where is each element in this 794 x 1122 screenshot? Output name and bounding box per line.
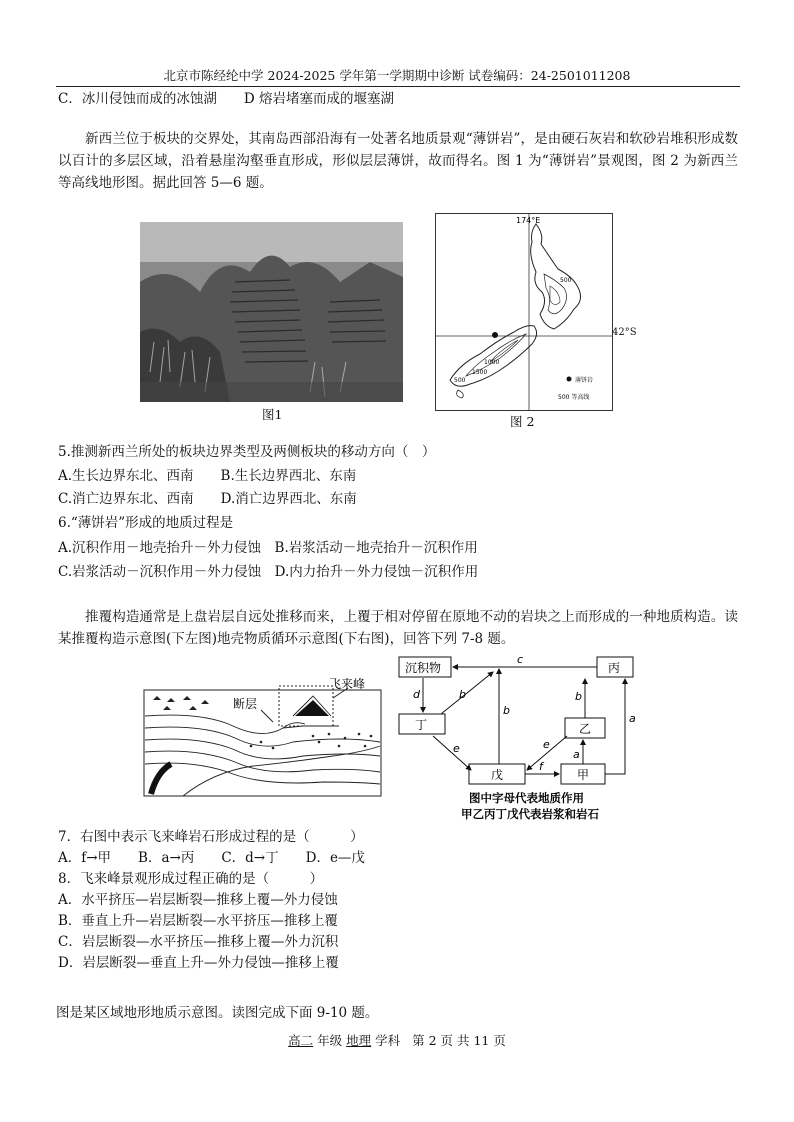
pancake-rock-illustration [140, 222, 403, 402]
q8-option-c: C．岩层断裂—水平挤压—推移上覆—外力沉积 [58, 934, 339, 950]
q7-stem: 7．右图中表示飞来峰岩石形成过程的是（ ） [58, 829, 364, 845]
q5-options-cd: C.消亡边界东北、西南 D.消亡边界西北、东南 [58, 491, 357, 507]
contour-label-3: 1500 [472, 369, 488, 376]
arrow-d-label: d [413, 688, 420, 701]
q8-option-b: B．垂直上升—岩层断裂—水平挤压—推移上覆 [58, 913, 338, 929]
q6-options-cd: C.岩浆活动－沉积作用－外力侵蚀 D.内力抬升－外力侵蚀－沉积作用 [58, 564, 479, 580]
q5-stem: 5.推测新西兰所处的板块边界类型及两侧板块的移动方向（ ） [58, 444, 436, 460]
legend-contour-label: 500 等高线 [558, 394, 590, 401]
fig1-label: 图1 [262, 407, 283, 422]
arrow-c-label: c [517, 653, 524, 666]
legend-point-label: 薄饼岩 [575, 377, 594, 384]
arrow-b3-label: b [575, 690, 582, 703]
arrow-b2-label: b [503, 704, 510, 717]
pancake-rock-photo [140, 222, 403, 402]
passage-pancake-rocks: 新西兰位于板块的交界处，其南岛西部沿海有一处著名地质景观“薄饼岩”，是由硬石灰岩和软砂岩堆积形成数以百计的多层区域，沿着悬崖沟壑垂直形成，形似层层薄饼，故而得名。图 1 为“薄饼岩”景观图，图 2 为新西兰等高线地形图。据此回答 5—6 题。 [58, 131, 738, 191]
q6-stem: 6.“薄饼岩”形成的地质过程是 [58, 515, 234, 531]
ding-label: 丁 [415, 718, 428, 732]
arrow-a2-label: a [573, 748, 580, 761]
contour-label-1: 500 [560, 277, 572, 284]
passage-thrust-structure: 推覆构造通常是上盘岩层自远处推移而来，上覆于相对停留在原地不动的岩块之上而形成的一种地质构造。读某推覆构造示意图(下左图)地壳物质循环示意图(下右图)，回答下列 7-8 题。 [58, 609, 738, 647]
page-header: 北京市陈经纶中学 2024-2025 学年第一学期期中诊断 试卷编码：24-2501011208 [163, 68, 631, 83]
q7-options: A．f→甲 B．a→丙 C．d→丁 D．e—戊 [58, 850, 365, 866]
page-footer [0, 1031, 794, 1049]
bing-label: 丙 [608, 661, 621, 675]
q8-option-a: A．水平挤压—岩层断裂—推移上覆—外力侵蚀 [58, 892, 338, 908]
yi-label: 乙 [579, 722, 592, 736]
cycle-caption-2: 甲乙丙丁戊代表岩浆和岩石 [461, 807, 599, 821]
cycle-caption-1: 图中字母代表地质作用 [469, 791, 584, 805]
footer-subject-word: 学科 [375, 1033, 401, 1048]
arrow-e2-label: e [543, 738, 550, 751]
arrow-f-label: f [539, 760, 543, 773]
arrow-a1-label: a [629, 712, 636, 725]
wu-label: 戊 [491, 768, 504, 782]
new-zealand-contour-map [435, 213, 613, 411]
longitude-label: 174°E [516, 216, 541, 225]
thrust-structure-diagram [143, 676, 383, 798]
contour-label-4: 500 [454, 377, 466, 384]
q8-stem: 8．飞来峰景观形成过程正确的是（ ） [58, 871, 324, 887]
footer-page-number: 第 2 页 共 11 页 [412, 1033, 506, 1048]
arrow-b1-label: b [459, 688, 466, 701]
q6-options-ab: A.沉积作用－地壳抬升－外力侵蚀 B.岩浆活动－地壳抬升－沉积作用 [58, 540, 478, 556]
jia-label: 甲 [577, 768, 590, 782]
q9-intro: 图是某区域地形地质示意图。读图完成下面 9-10 题。 [56, 1005, 379, 1021]
legend-point-icon [567, 377, 572, 382]
footer-subject: 地理 [346, 1033, 372, 1048]
fig2-label: 图 2 [510, 414, 535, 429]
sediment-label: 沉积物 [405, 661, 442, 675]
klippe-label: 飞来峰 [329, 677, 366, 691]
q5-options-ab: A.生长边界东北、西南 B.生长边界西北、东南 [58, 468, 357, 484]
arrow-e1-label: e [453, 742, 460, 755]
fault-label: 断层 [233, 697, 258, 711]
footer-grade: 高二 [288, 1033, 314, 1048]
rock-cycle-diagram [393, 652, 643, 824]
header-divider [56, 86, 740, 87]
footer-grade-word: 年级 [317, 1033, 343, 1048]
q4-options-cd: C．冰川侵蚀而成的冰蚀湖 D 熔岩堵塞而成的堰塞湖 [58, 91, 394, 107]
q8-option-d: D．岩层断裂—垂直上升—外力侵蚀—推移上覆 [58, 955, 339, 971]
contour-label-2: 1000 [484, 359, 500, 366]
pancake-rock-marker [492, 332, 498, 338]
latitude-label: 42°S [612, 327, 637, 338]
